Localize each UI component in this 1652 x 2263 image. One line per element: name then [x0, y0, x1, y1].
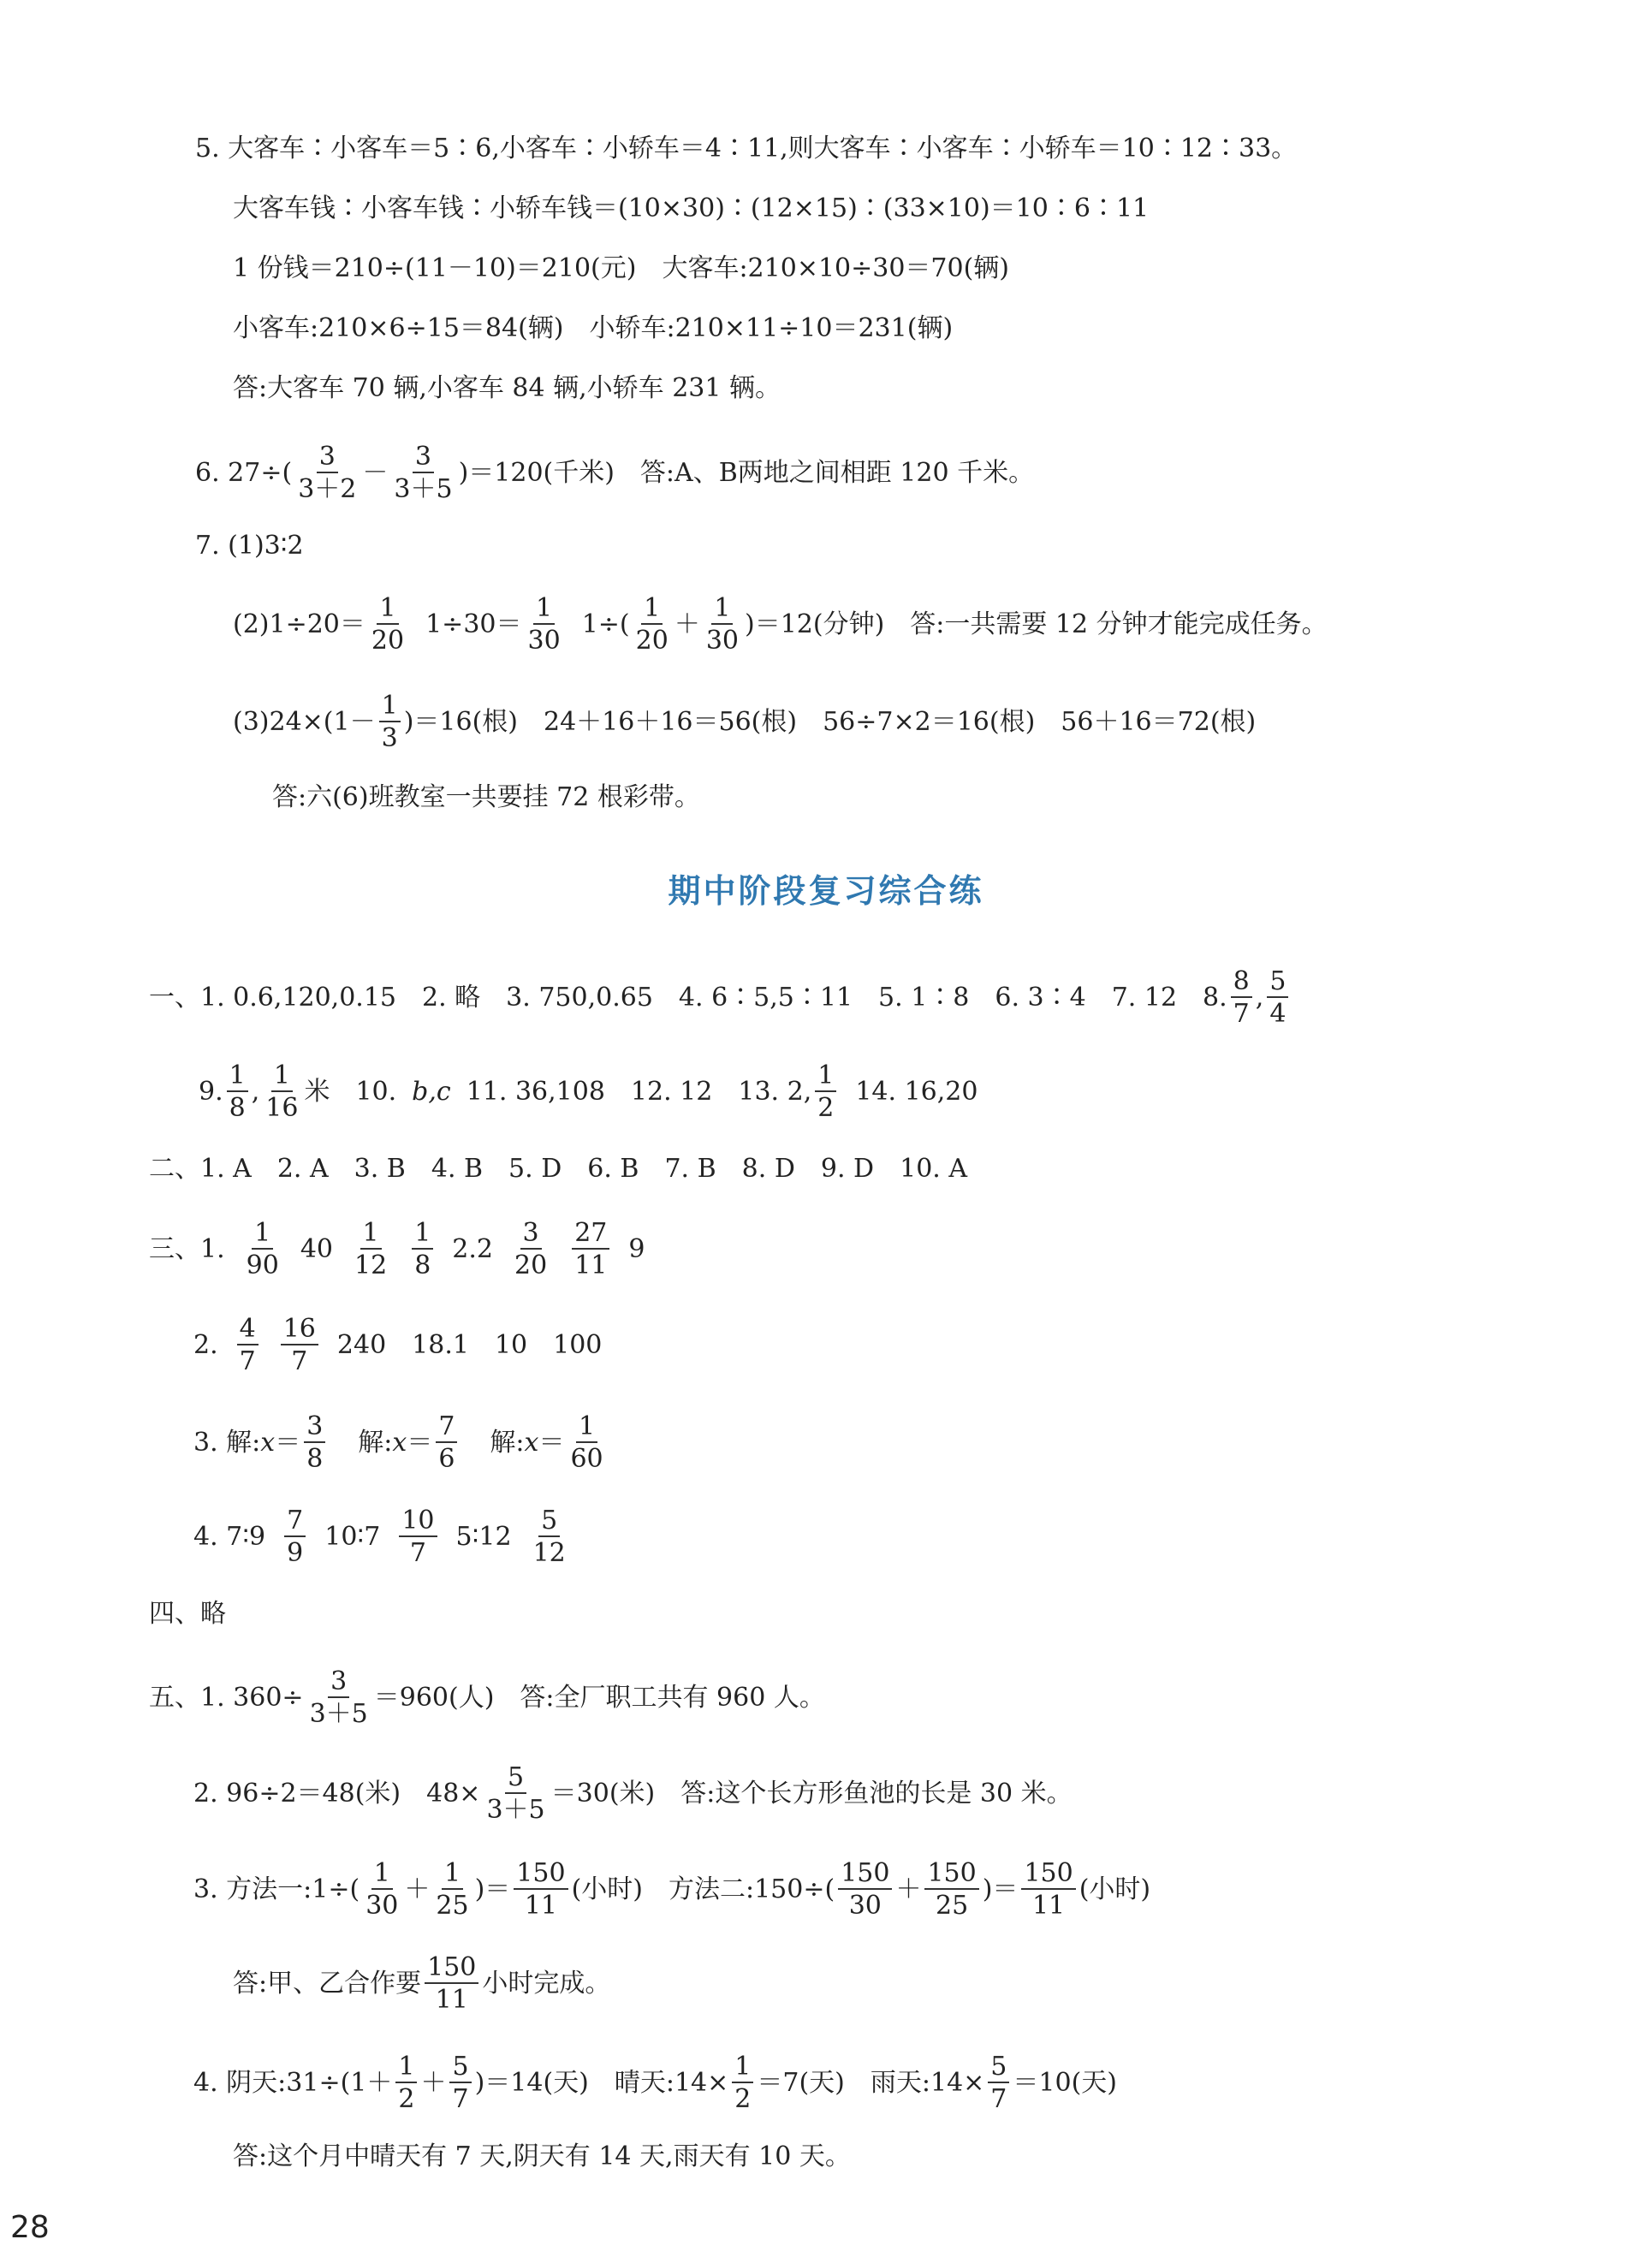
s3-row-2: 2. $\frac{4}{7}$ $\frac{16}{7}$ 240 18.1 10 100	[193, 1314, 603, 1376]
s5-row-3: 3. 方法一:1÷( $\frac{1}{30}$ ＋ $\frac{1}{25}$ )＝ $\frac{150}{11}$ (小时) 方法二:150÷( $\frac{150}{30}$ ＋ $\frac{150}{25}$ )＝ $\frac{150}{11}$ (小时)	[193, 1858, 1151, 1921]
fraction: $\frac{3}{20}$	[514, 1218, 548, 1280]
page-number: 28	[10, 2210, 50, 2245]
fraction: $\frac{1}{16}$	[265, 1060, 299, 1123]
s4-row: 四、略	[149, 1599, 226, 1629]
fraction: $\frac{1}{30}$	[705, 593, 739, 656]
q6-line: 6. 27÷( $\frac{3}{3+2}$ － $\frac{3}{3+5}$ )＝120(千米) 答:A、B两地之间相距 120 千米。	[195, 442, 1035, 504]
fraction: $\frac{1}{30}$	[365, 1858, 399, 1921]
q5-answer: 答:大客车 70 辆,小客车 84 辆,小轿车 231 辆。	[233, 373, 781, 403]
s5-row-4: 4. 阴天:31÷(1＋ $\frac{1}{2}$ ＋ $\frac{5}{7}$ )＝14(天) 晴天:14× $\frac{1}{2}$ ＝7(天) 雨天:14× $\frac{5}{7}$ ＝10(天)	[193, 2052, 1117, 2114]
q7-line-2: (2)1÷20＝ $\frac{1}{20}$ 1÷30＝ $\frac{1}{30}$ 1÷( $\frac{1}{20}$ ＋ $\frac{1}{30}$ )＝12(分钟) 答:一共需要 12 分钟才能完成任务。	[233, 593, 1328, 656]
fraction: $\frac{1}{60}$	[570, 1411, 603, 1474]
q7-line-1: 7. (1)3∶2	[195, 531, 304, 561]
fraction: $\frac{5}{3+5}$	[486, 1762, 545, 1825]
s3-row-3: 3. 解: x ＝ $\frac{3}{8}$ 解: x ＝ $\frac{7}{6}$ 解: x ＝ $\frac{1}{60}$	[193, 1409, 609, 1477]
fraction: $\frac{1}{2}$	[815, 1063, 836, 1121]
fraction: $\frac{4}{7}$	[237, 1316, 258, 1375]
q7-line-3: (3)24×(1－ $\frac{1}{3}$ )＝16(根) 24＋16＋16＝56(根) 56÷7×2＝16(根) 56＋16＝72(根)	[233, 691, 1257, 753]
fraction: $\frac{10}{7}$	[399, 1508, 437, 1566]
fraction: $\frac{3}{3+5}$	[309, 1666, 368, 1729]
s2-row: 二、1. A 2. A 3. B 4. B 5. D 6. B 7. B 8. D 9. D 10. A	[149, 1154, 968, 1184]
s5-row-2: 2. 96÷2＝48(米) 48× $\frac{5}{3+5}$ ＝30(米) 答:这个长方形鱼池的长是 30 米。	[193, 1762, 1073, 1825]
fraction: $\frac{3}{8}$	[304, 1414, 325, 1472]
s5-row-1: 五、1. 360÷ $\frac{3}{3+5}$ ＝960(人) 答:全厂职工共有 960 人。	[149, 1666, 825, 1729]
fraction: $\frac{5}{12}$	[532, 1506, 566, 1568]
fraction: $\frac{3}{3+2}$	[298, 442, 357, 504]
fraction: $\frac{1}{12}$	[354, 1218, 388, 1280]
s5-row-3-answer: 答:甲、乙合作要 $\frac{150}{11}$ 小时完成。	[233, 1952, 611, 2015]
fraction: $\frac{5}{7}$	[449, 2054, 471, 2112]
fraction: $\frac{1}{20}$	[635, 593, 669, 656]
fraction: $\frac{8}{7}$	[1231, 969, 1252, 1027]
fraction: $\frac{1}{25}$	[436, 1858, 469, 1921]
q5-line-2: 大客车钱∶小客车钱∶小轿车钱＝(10×30)∶(12×15)∶(33×10)＝10∶6∶11	[233, 193, 1150, 223]
fraction: $\frac{1}{3}$	[379, 693, 401, 751]
fraction: $\frac{150}{11}$	[425, 1955, 478, 2013]
fraction: $\frac{27}{11}$	[572, 1221, 609, 1279]
fraction: $\frac{1}{8}$	[227, 1063, 248, 1121]
fraction: $\frac{1}{20}$	[371, 593, 405, 656]
s3-row-4: 4. 7∶9 $\frac{7}{9}$ 10∶7 $\frac{10}{7}$ 5∶12 $\frac{5}{12}$	[193, 1503, 572, 1571]
q5-line-4: 小客车:210×6÷15＝84(辆) 小轿车:210×11÷10＝231(辆)	[233, 313, 954, 343]
fraction: $\frac{5}{7}$	[988, 2054, 1009, 2112]
fraction: $\frac{1}{2}$	[732, 2054, 753, 2112]
s5-row-4-answer: 答:这个月中晴天有 7 天,阴天有 14 天,雨天有 10 天。	[233, 2141, 851, 2171]
q5-line-3: 1 份钱＝210÷(11－10)＝210(元) 大客车:210×10÷30＝70(辆)	[233, 253, 1010, 283]
fraction: $\frac{5}{4}$	[1267, 969, 1288, 1027]
fraction: $\frac{3}{3+5}$	[394, 442, 453, 504]
fraction: $\frac{1}{90}$	[246, 1218, 279, 1280]
fraction: $\frac{7}{6}$	[436, 1414, 457, 1472]
fraction: $\frac{150}{25}$	[924, 1861, 978, 1919]
section-title: 期中阶段复习综合练	[668, 872, 984, 910]
fraction: $\frac{1}{2}$	[395, 2054, 417, 2112]
q5-line-1: 5. 大客车∶小客车＝5∶6,小客车∶小轿车＝4∶11,则大客车∶小客车∶小轿车＝10∶12∶33。	[195, 134, 1298, 163]
fraction: $\frac{16}{7}$	[281, 1316, 318, 1375]
fraction: $\frac{7}{9}$	[284, 1508, 306, 1566]
s1-row-1: 一、1. 0.6,120,0.15 2. 略 3. 750,0.65 4. 6∶5,5∶11 5. 1∶8 6. 3∶4 7. 12 8. $\frac{8}{7}$ , $\frac{5}{4}$	[149, 964, 1292, 1032]
q7-answer: 答:六(6)班教室一共要挂 72 根彩带。	[272, 782, 700, 812]
s3-row-1: 三、1. $\frac{1}{90}$ 40 $\frac{1}{12}$ $\frac{1}{8}$ 2.2 $\frac{3}{20}$ $\frac{27}{11}$ 9	[149, 1218, 645, 1280]
fraction: $\frac{1}{8}$	[412, 1221, 433, 1279]
fraction: $\frac{150}{30}$	[838, 1861, 892, 1919]
fraction: $\frac{1}{30}$	[527, 593, 561, 656]
fraction: $\frac{150}{11}$	[1021, 1861, 1075, 1919]
s1-row-2: 9. $\frac{1}{8}$ , $\frac{1}{16}$ 米 10. b,c 11. 36,108 12. 12 13. 2, $\frac{1}{2}$ 14. 16,20	[199, 1060, 978, 1123]
fraction: $\frac{150}{11}$	[514, 1861, 568, 1919]
